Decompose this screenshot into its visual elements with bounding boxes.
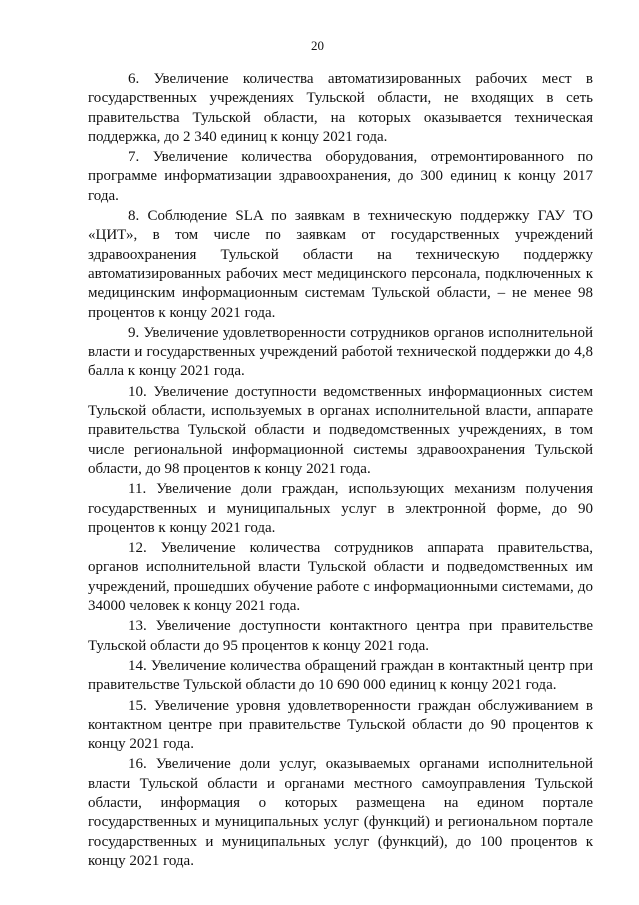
paragraph-item-8: 8. Соблюдение SLA по заявкам в техническую поддержку ГАУ ТО «ЦИТ», в том числе по заявкам от государственных учреждений здравоохранения Тульской области на техническую поддержку автоматизированных рабочих мест медицинского персонала, подключенных к медицинским информационным системам Тульской области, – не менее 98 процентов к концу 2021 года. <box>88 208 593 321</box>
page-number: 20 <box>311 38 324 53</box>
paragraph-item-14: 14. Увеличение количества обращений граждан в контактный центр при правительстве Тульской области до 10 690 000 единиц к концу 2021 года. <box>88 657 593 694</box>
paragraph-item-6: 6. Увеличение количества автоматизированных рабочих мест в государственных учреждениях Тульской области, не входящих в сеть правительства Тульской области, на которых оказывается техническая поддержка, до 2 340 единиц к концу 2021 года. <box>88 71 593 145</box>
paragraph-item-10: 10. Увеличение доступности ведомственных информационных систем Тульской области, используемых в органах исполнительной власти, аппарате правительства Тульской области и подведомственных учреждениях, в том числе региональной информационной системы здравоохранения Тульской области, до 98 процентов к концу 2021 года. <box>88 383 593 477</box>
paragraph-item-12: 12. Увеличение количества сотрудников аппарата правительства, органов исполнительной власти Тульской области и подведомственных им учреждений, прошедших обучение работе с информационными системами, до 34000 человек к концу 2021 года. <box>88 540 593 615</box>
paragraph-item-7: 7. Увеличение количества оборудования, отремонтированного по программе информатизации здравоохранения, до 300 единиц к концу 2017 года. <box>88 149 593 204</box>
paragraph-item-11: 11. Увеличение доли граждан, использующих механизм получения государственных и муниципальных услуг в электронной форме, до 90 процентов к концу 2021 года. <box>88 481 593 536</box>
paragraph-item-16: 16. Увеличение доли услуг, оказываемых органами исполнительной власти Тульской области и органами местного самоуправления Тульской области, информация о которых размещена на едином портале государственных и муниципальных услуг (функций) и региональном портале государственных и муниципальных услуг (функций), до 100 процентов к концу 2021 года. <box>88 756 593 869</box>
paragraph-item-9: 9. Увеличение удовлетворенности сотрудников органов исполнительной власти и государственных учреждений работой технической поддержки до 4,8 балла к концу 2021 года. <box>88 324 593 380</box>
document-body <box>88 70 593 872</box>
paragraph-item-13: 13. Увеличение доступности контактного центра при правительстве Тульской области до 95 процентов к концу 2021 года. <box>88 618 593 654</box>
paragraph-item-15: 15. Увеличение уровня удовлетворенности граждан обслуживанием в контактном центре при правительстве Тульской области до 90 процентов к концу 2021 года. <box>88 697 593 753</box>
